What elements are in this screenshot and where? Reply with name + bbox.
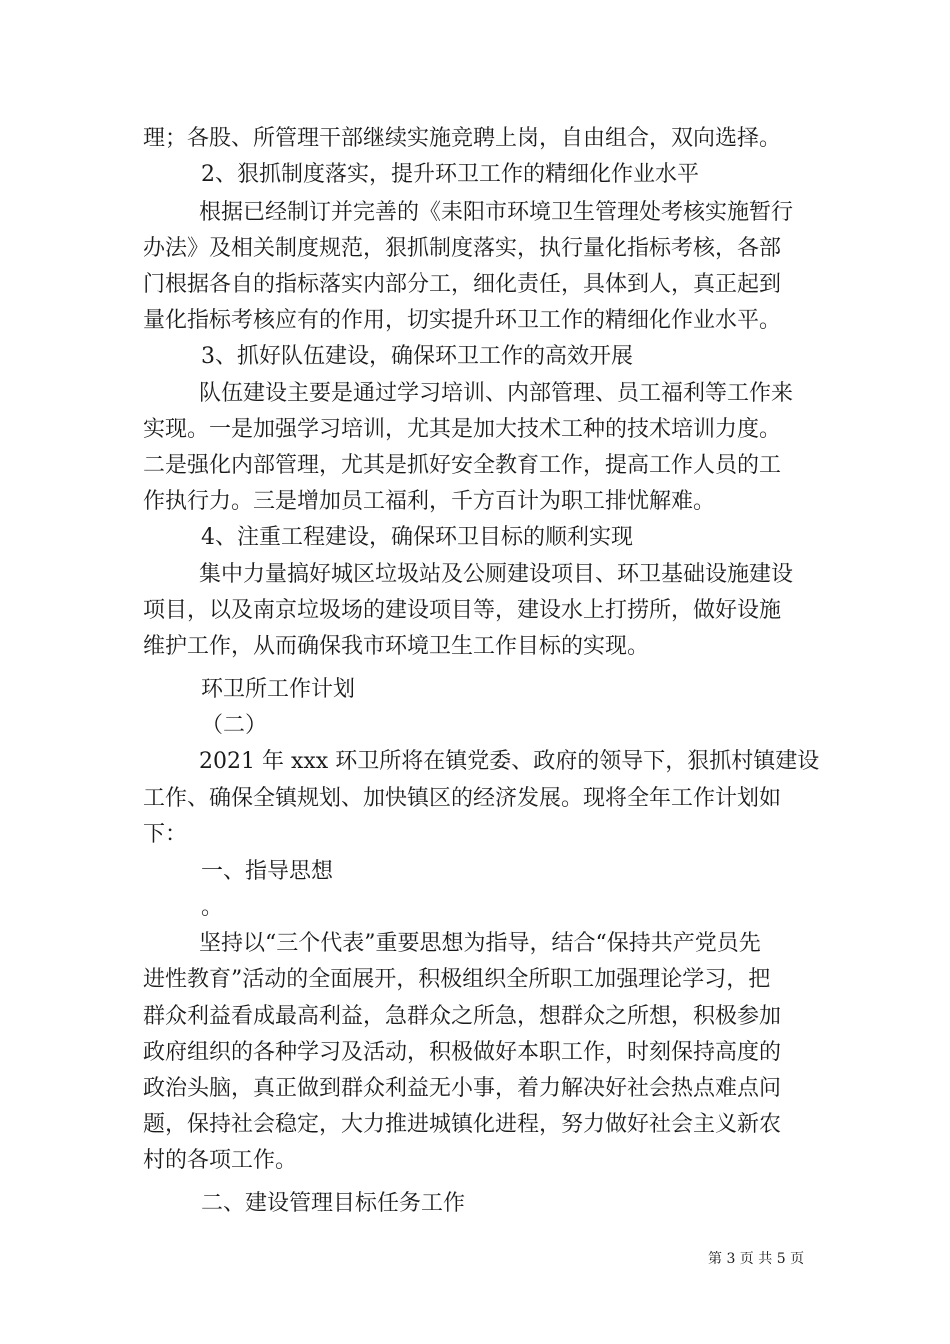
paragraph-line: 2021 年 xxx 环卫所将在镇党委、政府的领导下，狠抓村镇建设 [199, 749, 820, 774]
section-heading: 4、注重工程建设，确保环卫目标的顺利实现 [201, 525, 633, 550]
paragraph-line: 集中力量搞好城区垃圾站及公厕建设项目、环卫基础设施建设 [199, 562, 794, 587]
paragraph-line: 政府组织的各种学习及活动，积极做好本职工作，时刻保持高度的 [143, 1040, 782, 1065]
paragraph-line: 作执行力。三是增加员工福利，千方百计为职工排忧解难。 [143, 489, 716, 514]
paragraph-line: 政治头脑，真正做到群众利益无小事，着力解决好社会热点难点问 [143, 1076, 782, 1101]
section-heading: 3、抓好队伍建设，确保环卫工作的高效开展 [201, 344, 633, 369]
section-heading: 一、指导思想 [201, 859, 334, 884]
paragraph-line: 维护工作，从而确保我市环境卫生工作目标的实现。 [143, 634, 650, 659]
paragraph-line: 量化指标考核应有的作用，切实提升环卫工作的精细化作业水平。 [143, 308, 782, 333]
paragraph-line: 题，保持社会稳定，大力推进城镇化进程，努力做好社会主义新农 [143, 1112, 782, 1137]
document-subtitle: 环卫所工作计划 [201, 677, 356, 702]
paragraph-line: 实现。一是加强学习培训，尤其是加大技术工种的技术培训力度。 [143, 417, 782, 442]
paragraph-line: 门根据各自的指标落实内部分工，细化责任，具体到人，真正起到 [143, 272, 782, 297]
paragraph-line: 村的各项工作。 [143, 1148, 298, 1173]
paragraph-line: 办法》及相关制度规范，狠抓制度落实，执行量化指标考核，各部 [143, 236, 782, 261]
paragraph-line: 坚持以“三个代表”重要思想为指导，结合“保持共产党员先 [199, 931, 761, 956]
section-number: （二） [201, 713, 268, 738]
page-number: 第 3 页 共 5 页 [708, 1251, 805, 1267]
paragraph-line: 队伍建设主要是通过学习培训、内部管理、员工福利等工作来 [199, 381, 794, 406]
paragraph-line: 工作、确保全镇规划、加快镇区的经济发展。现将全年工作计划如 [143, 786, 782, 811]
paragraph-line: 理；各股、所管理干部继续实施竞聘上岗，自由组合，双向选择。 [143, 126, 782, 151]
paragraph-line: 群众利益看成最高利益，急群众之所急，想群众之所想，积极参加 [143, 1004, 782, 1029]
paragraph-line: 进性教育”活动的全面展开，积极组织全所职工加强理论学习，把 [143, 967, 771, 992]
section-heading: 二、建设管理目标任务工作 [201, 1191, 466, 1216]
section-heading: 2、狠抓制度落实，提升环卫工作的精细化作业水平 [201, 162, 699, 187]
paragraph-line: 。 [201, 895, 224, 920]
paragraph-line: 项目，以及南京垃圾场的建设项目等，建设水上打捞所，做好设施 [143, 598, 782, 623]
paragraph-line: 根据已经制订并完善的《耒阳市环境卫生管理处考核实施暂行 [199, 200, 794, 225]
paragraph-line: 下： [143, 822, 188, 847]
paragraph-line: 二是强化内部管理，尤其是抓好安全教育工作，提高工作人员的工 [143, 453, 782, 478]
